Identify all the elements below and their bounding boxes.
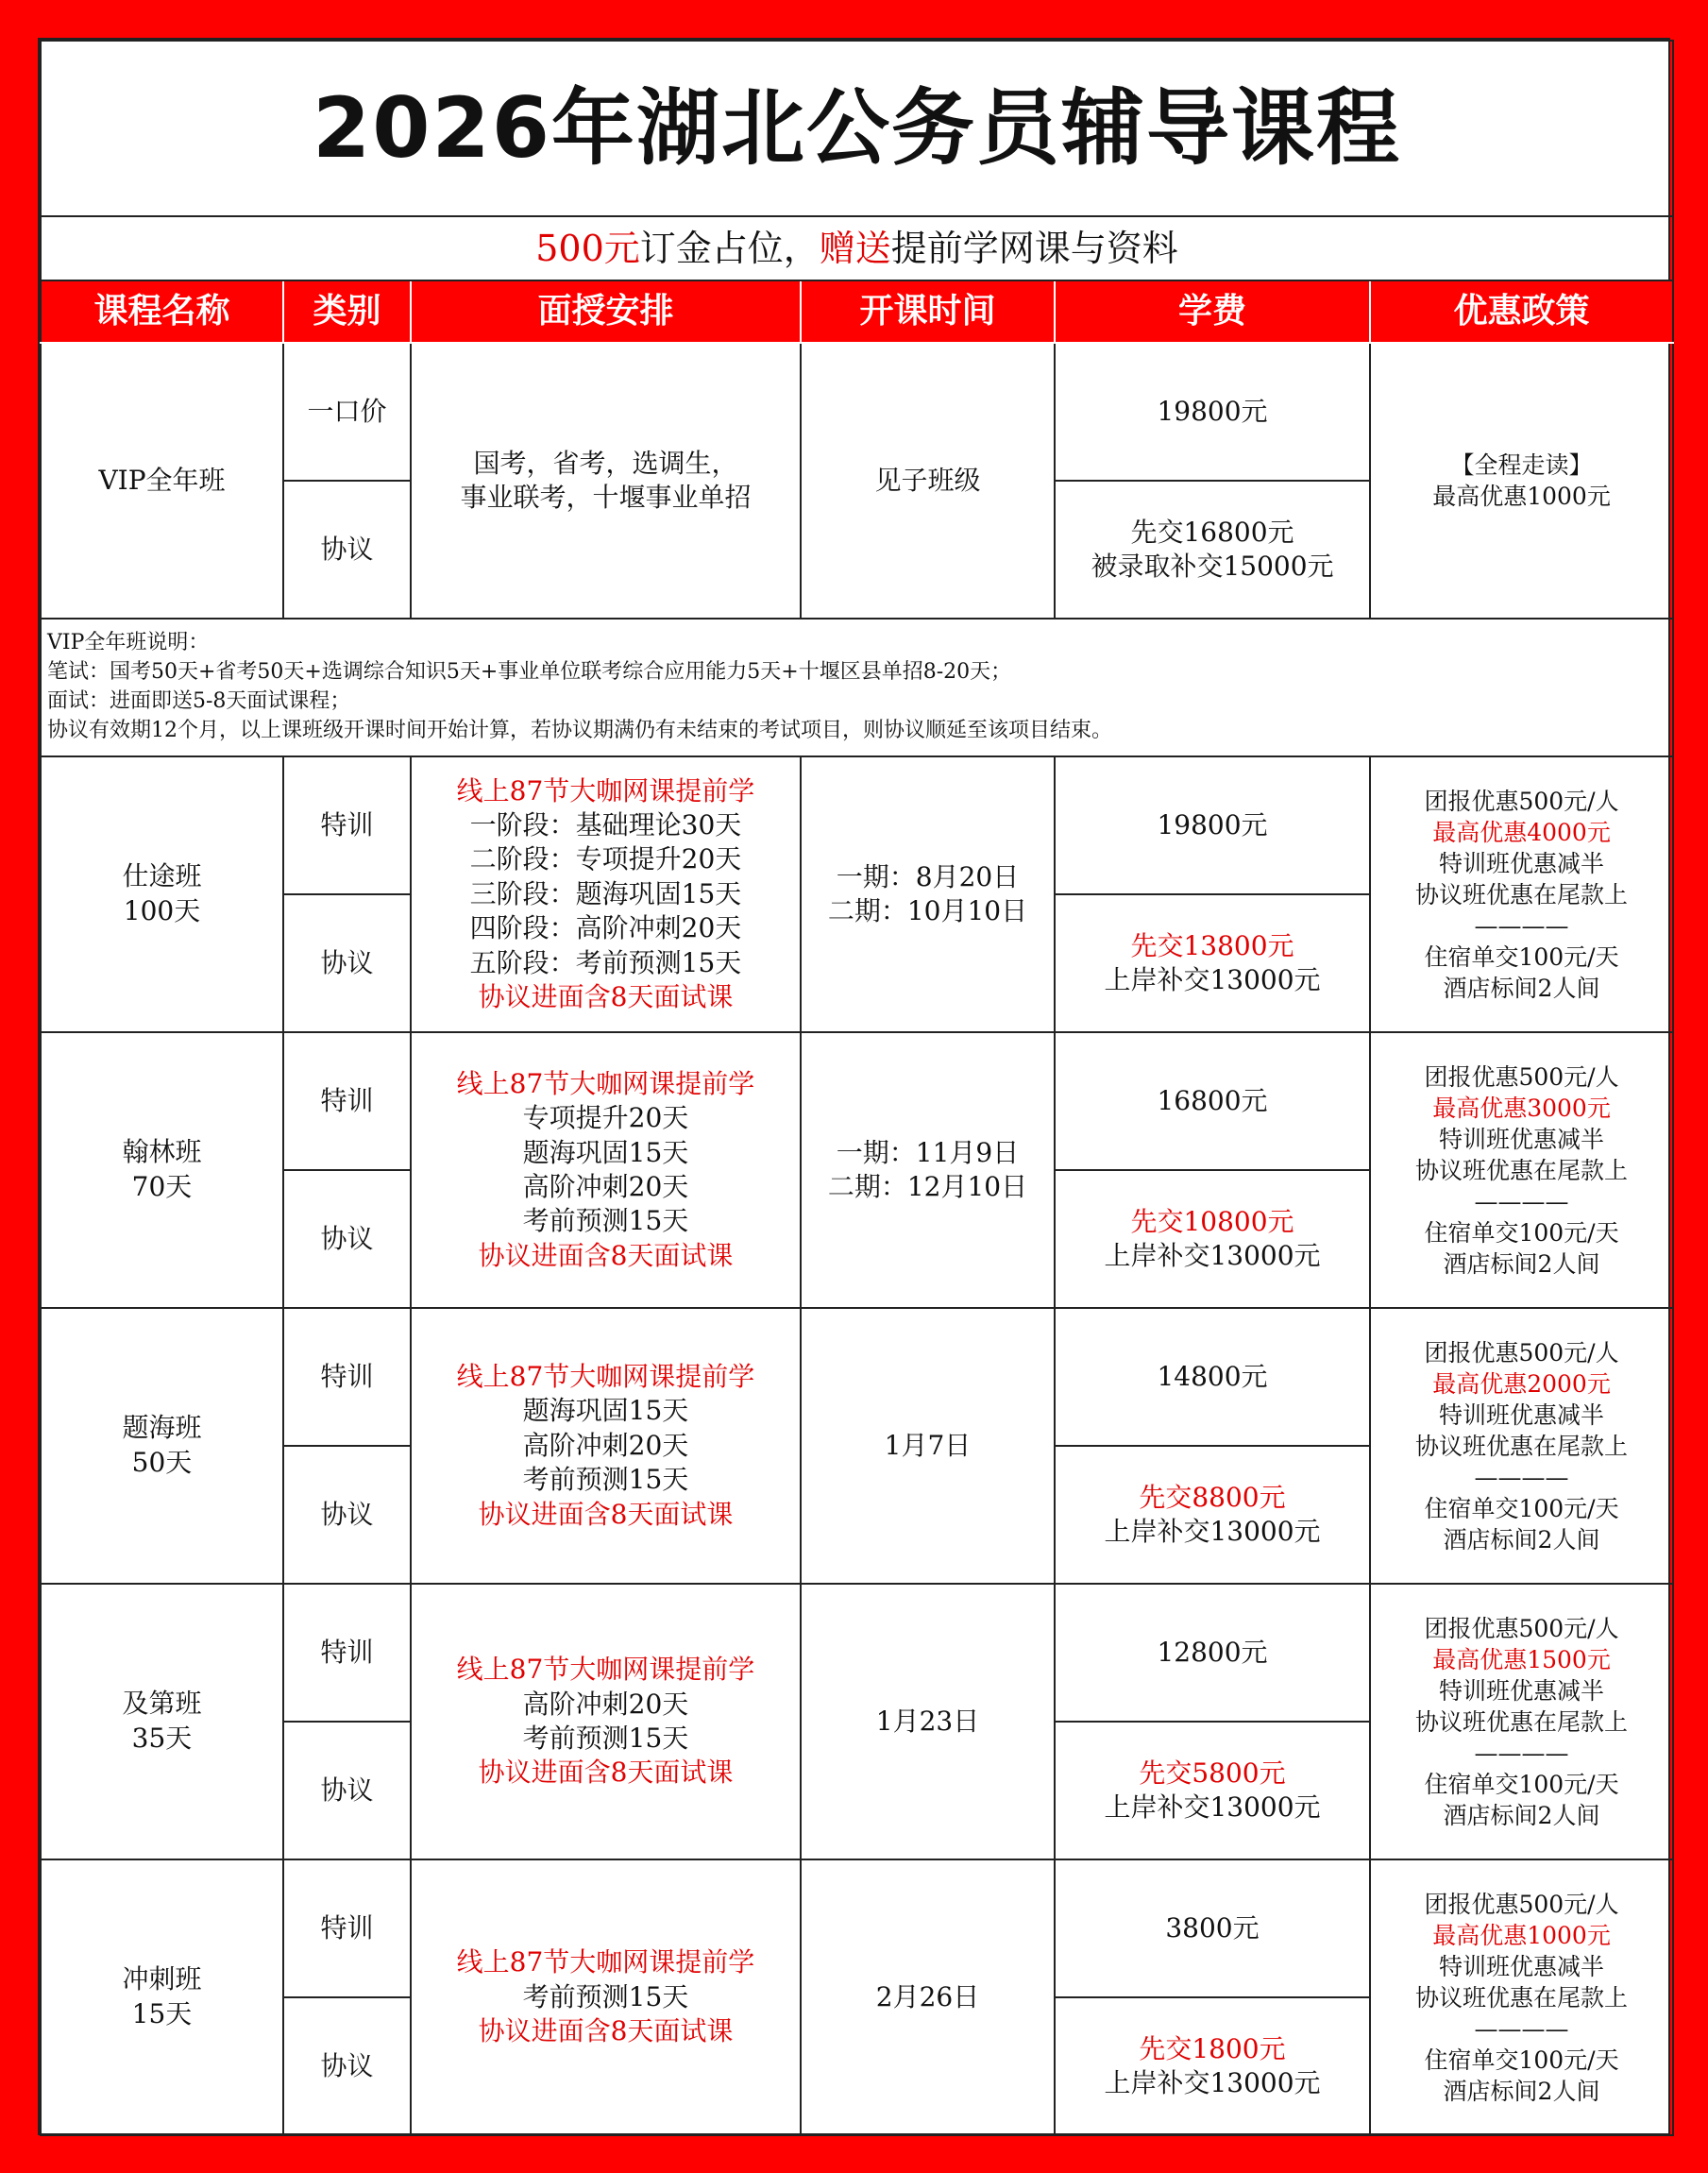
vip-promotion: [1370, 343, 1673, 619]
gift-label: 赠送: [819, 227, 891, 269]
course-sheet: [38, 38, 1670, 2135]
interview-course-line: 协议进面含8天面试课: [478, 2015, 734, 2047]
course-start-time: [801, 1584, 1055, 1859]
promo-room: 酒店标间2人间: [1443, 2077, 1600, 2105]
course-row-training: [41, 1308, 1673, 1446]
header-course-name: 课程名称: [41, 280, 283, 343]
category-training: 特训: [283, 1032, 411, 1170]
vip-fee-line: 被录取补交15000元: [1091, 551, 1334, 582]
course-row-training: [41, 1859, 1673, 1997]
subtitle-row: [41, 216, 1673, 280]
vip-schedule-line: 事业联考，十堰事业单招: [460, 482, 752, 513]
vip-schedule-line: 国考，省考，选调生，: [473, 447, 738, 479]
course-days: 100天: [123, 895, 201, 926]
fee-balance: 上岸补交13000元: [1104, 1516, 1321, 1547]
interview-course-line: 协议进面含8天面试课: [478, 1498, 734, 1530]
course-promotion: [1370, 756, 1673, 1032]
promo-half: 特训班优惠减半: [1439, 1676, 1605, 1705]
promo-max: 最高优惠1000元: [1432, 1921, 1611, 1949]
page-title: 2026年湖北公务员辅导课程: [41, 41, 1673, 216]
promo-max: 最高优惠4000元: [1432, 818, 1611, 846]
vip-note-line: 笔试：国考50天+省考50天+选调综合知识5天+事业单位联考综合应用能力5天+十堰区县单招8-20天；: [47, 660, 1012, 685]
subtitle-text-1: 订金占位，: [639, 227, 820, 269]
online-course-line: 线上87节大咖网课提前学: [456, 774, 755, 806]
fee-deposit: 先交13800元: [1130, 929, 1294, 961]
schedule-stage: 高阶冲刺20天: [522, 1429, 689, 1461]
promo-stay: 住宿单交100元/天: [1424, 1770, 1619, 1798]
schedule-stage: 二阶段：专项提升20天: [469, 843, 742, 875]
course-schedule: [411, 1859, 801, 2135]
interview-course-line: 协议进面含8天面试课: [478, 980, 734, 1012]
course-row-training: [41, 756, 1673, 894]
category-agreement: 协议: [283, 1446, 411, 1584]
course-promotion: [1370, 1859, 1673, 2135]
course-start-time: [801, 1032, 1055, 1308]
course-name: [41, 1308, 283, 1584]
fee-training: 14800元: [1055, 1308, 1370, 1446]
promo-max: 最高优惠2000元: [1432, 1369, 1611, 1398]
promo-balance: 协议班优惠在尾款上: [1415, 1432, 1629, 1460]
schedule-stage: 五阶段：考前预测15天: [469, 946, 742, 978]
course-table: [40, 40, 1674, 2136]
promo-balance: 协议班优惠在尾款上: [1415, 1983, 1629, 2012]
promo-stay: 住宿单交100元/天: [1424, 1494, 1619, 1522]
fee-deposit: 先交8800元: [1139, 1481, 1286, 1513]
promo-room: 酒店标间2人间: [1443, 1249, 1600, 1278]
category-training: 特训: [283, 1584, 411, 1722]
online-course-line: 线上87节大咖网课提前学: [456, 1067, 755, 1099]
category-agreement: 协议: [283, 1997, 411, 2135]
vip-start-time: 见子班级: [801, 343, 1055, 619]
fee-training: 3800元: [1055, 1859, 1370, 1997]
course-schedule: [411, 1032, 801, 1308]
fee-agreement: [1055, 1722, 1370, 1859]
promo-half: 特训班优惠减半: [1439, 849, 1605, 877]
subtitle-text-2: 提前学网课与资料: [890, 227, 1178, 269]
promo-divider: ————: [1474, 2014, 1569, 2043]
promo-balance: 协议班优惠在尾款上: [1415, 1156, 1629, 1184]
promo-divider: ————: [1474, 1187, 1569, 1215]
course-days: 15天: [131, 1998, 193, 2029]
promo-balance: 协议班优惠在尾款上: [1415, 880, 1629, 908]
title-row: [41, 41, 1673, 216]
schedule-stage: 考前预测15天: [522, 1980, 689, 2012]
start-time-line: 二期：12月10日: [827, 1171, 1028, 1202]
fee-balance: 上岸补交13000元: [1104, 2067, 1321, 2098]
fee-deposit: 先交10800元: [1130, 1205, 1294, 1237]
promo-stay: 住宿单交100元/天: [1424, 1218, 1619, 1247]
promo-stay: 住宿单交100元/天: [1424, 942, 1619, 971]
vip-fee-line: 先交16800元: [1130, 516, 1294, 548]
vip-note-line: VIP全年班说明：: [47, 631, 210, 655]
promo-divider: ————: [1474, 911, 1569, 940]
promo-half: 特训班优惠减半: [1439, 1952, 1605, 1980]
subtitle: [41, 216, 1673, 280]
vip-course-name: VIP全年班: [41, 343, 283, 619]
vip-fee-agreement: [1055, 481, 1370, 619]
promo-balance: 协议班优惠在尾款上: [1415, 1707, 1629, 1736]
interview-course-line: 协议进面含8天面试课: [478, 1239, 734, 1271]
vip-promo-line: 【全程走读】: [1450, 451, 1593, 479]
promo-group: 团报优惠500元/人: [1424, 787, 1619, 815]
course-name: [41, 756, 283, 1032]
header-fee: 学费: [1055, 280, 1370, 343]
vip-note-row: [41, 619, 1673, 756]
vip-schedule: [411, 343, 801, 619]
start-time-line: 1月23日: [875, 1705, 980, 1737]
course-title: 仕途班: [122, 860, 202, 892]
fee-balance: 上岸补交13000元: [1104, 1791, 1321, 1823]
course-title: 题海班: [122, 1412, 202, 1444]
course-days: 35天: [131, 1723, 193, 1754]
schedule-stage: 题海巩固15天: [522, 1395, 689, 1427]
fee-balance: 上岸补交13000元: [1104, 1240, 1321, 1271]
header-promotion: 优惠政策: [1370, 280, 1673, 343]
course-promotion: [1370, 1584, 1673, 1859]
course-row-training: [41, 1584, 1673, 1722]
start-time-line: 一期：8月20日: [836, 860, 1020, 892]
promo-group: 团报优惠500元/人: [1424, 1614, 1619, 1642]
course-start-time: [801, 756, 1055, 1032]
promo-max: 最高优惠1500元: [1432, 1645, 1611, 1673]
course-start-time: [801, 1308, 1055, 1584]
vip-note: [41, 619, 1673, 756]
fee-training: 16800元: [1055, 1032, 1370, 1170]
schedule-stage: 专项提升20天: [522, 1102, 689, 1134]
fee-deposit: 先交1800元: [1139, 2032, 1286, 2064]
course-days: 70天: [131, 1171, 193, 1202]
course-title: 及第班: [122, 1688, 202, 1720]
fee-agreement: [1055, 1997, 1370, 2135]
header-schedule: 面授安排: [411, 280, 801, 343]
interview-course-line: 协议进面含8天面试课: [478, 1757, 734, 1789]
header-row: [41, 280, 1673, 343]
promo-half: 特训班优惠减半: [1439, 1401, 1605, 1429]
course-start-time: [801, 1859, 1055, 2135]
course-schedule: [411, 1308, 801, 1584]
course-row-training: [41, 1032, 1673, 1170]
online-course-line: 线上87节大咖网课提前学: [456, 1946, 755, 1978]
vip-category-agreement: 协议: [283, 481, 411, 619]
course-promotion: [1370, 1308, 1673, 1584]
course-name: [41, 1859, 283, 2135]
start-time-line: 二期：10月10日: [827, 895, 1028, 926]
course-days: 50天: [131, 1447, 193, 1478]
promo-group: 团报优惠500元/人: [1424, 1062, 1619, 1091]
schedule-stage: 考前预测15天: [522, 1464, 689, 1496]
category-agreement: 协议: [283, 1170, 411, 1308]
fee-balance: 上岸补交13000元: [1104, 964, 1321, 995]
start-time-line: 一期：11月9日: [836, 1136, 1020, 1168]
vip-category-fixed: 一口价: [283, 343, 411, 481]
category-training: 特训: [283, 756, 411, 894]
course-schedule: [411, 1584, 801, 1859]
promo-group: 团报优惠500元/人: [1424, 1890, 1619, 1918]
category-training: 特训: [283, 1308, 411, 1446]
course-title: 冲刺班: [122, 1963, 202, 1995]
promo-max: 最高优惠3000元: [1432, 1094, 1611, 1122]
fee-deposit: 先交5800元: [1139, 1757, 1286, 1789]
schedule-stage: 高阶冲刺20天: [522, 1688, 689, 1720]
category-agreement: 协议: [283, 894, 411, 1032]
promo-group: 团报优惠500元/人: [1424, 1338, 1619, 1367]
course-name: [41, 1584, 283, 1859]
promo-stay: 住宿单交100元/天: [1424, 2046, 1619, 2074]
header-category: 类别: [283, 280, 411, 343]
promo-half: 特训班优惠减半: [1439, 1125, 1605, 1153]
online-course-line: 线上87节大咖网课提前学: [456, 1361, 755, 1393]
course-promotion: [1370, 1032, 1673, 1308]
course-title: 翰林班: [122, 1136, 202, 1168]
schedule-stage: 高阶冲刺20天: [522, 1171, 689, 1202]
promo-room: 酒店标间2人间: [1443, 1801, 1600, 1829]
promo-room: 酒店标间2人间: [1443, 974, 1600, 1002]
vip-promo-line: 最高优惠1000元: [1432, 483, 1611, 510]
fee-agreement: [1055, 1446, 1370, 1584]
course-schedule: [411, 756, 801, 1032]
promo-divider: ————: [1474, 1463, 1569, 1491]
fee-training: 19800元: [1055, 756, 1370, 894]
course-name: [41, 1032, 283, 1308]
vip-row-fixed: [41, 343, 1673, 481]
vip-note-line: 协议有效期12个月，以上课班级开课时间开始计算，若协议期满仍有未结束的考试项目，则协议顺延至该项目结束。: [47, 718, 1112, 742]
schedule-stage: 三阶段：题海巩固15天: [469, 877, 742, 909]
start-time-line: 2月26日: [875, 1980, 980, 2012]
promo-room: 酒店标间2人间: [1443, 1525, 1600, 1553]
schedule-stage: 考前预测15天: [522, 1205, 689, 1237]
schedule-stage: 考前预测15天: [522, 1723, 689, 1754]
online-course-line: 线上87节大咖网课提前学: [456, 1654, 755, 1686]
schedule-stage: 题海巩固15天: [522, 1136, 689, 1168]
vip-note-line: 面试：进面即送5-8天面试课程；: [47, 689, 351, 713]
schedule-stage: 一阶段：基础理论30天: [469, 809, 742, 841]
vip-fee-fixed: 19800元: [1055, 343, 1370, 481]
category-training: 特训: [283, 1859, 411, 1997]
category-agreement: 协议: [283, 1722, 411, 1859]
fee-training: 12800元: [1055, 1584, 1370, 1722]
promo-divider: ————: [1474, 1739, 1569, 1767]
header-start-time: 开课时间: [801, 280, 1055, 343]
schedule-stage: 四阶段：高阶冲刺20天: [469, 912, 742, 944]
start-time-line: 1月7日: [884, 1429, 972, 1461]
fee-agreement: [1055, 1170, 1370, 1308]
deposit-amount: 500元: [535, 227, 640, 269]
fee-agreement: [1055, 894, 1370, 1032]
